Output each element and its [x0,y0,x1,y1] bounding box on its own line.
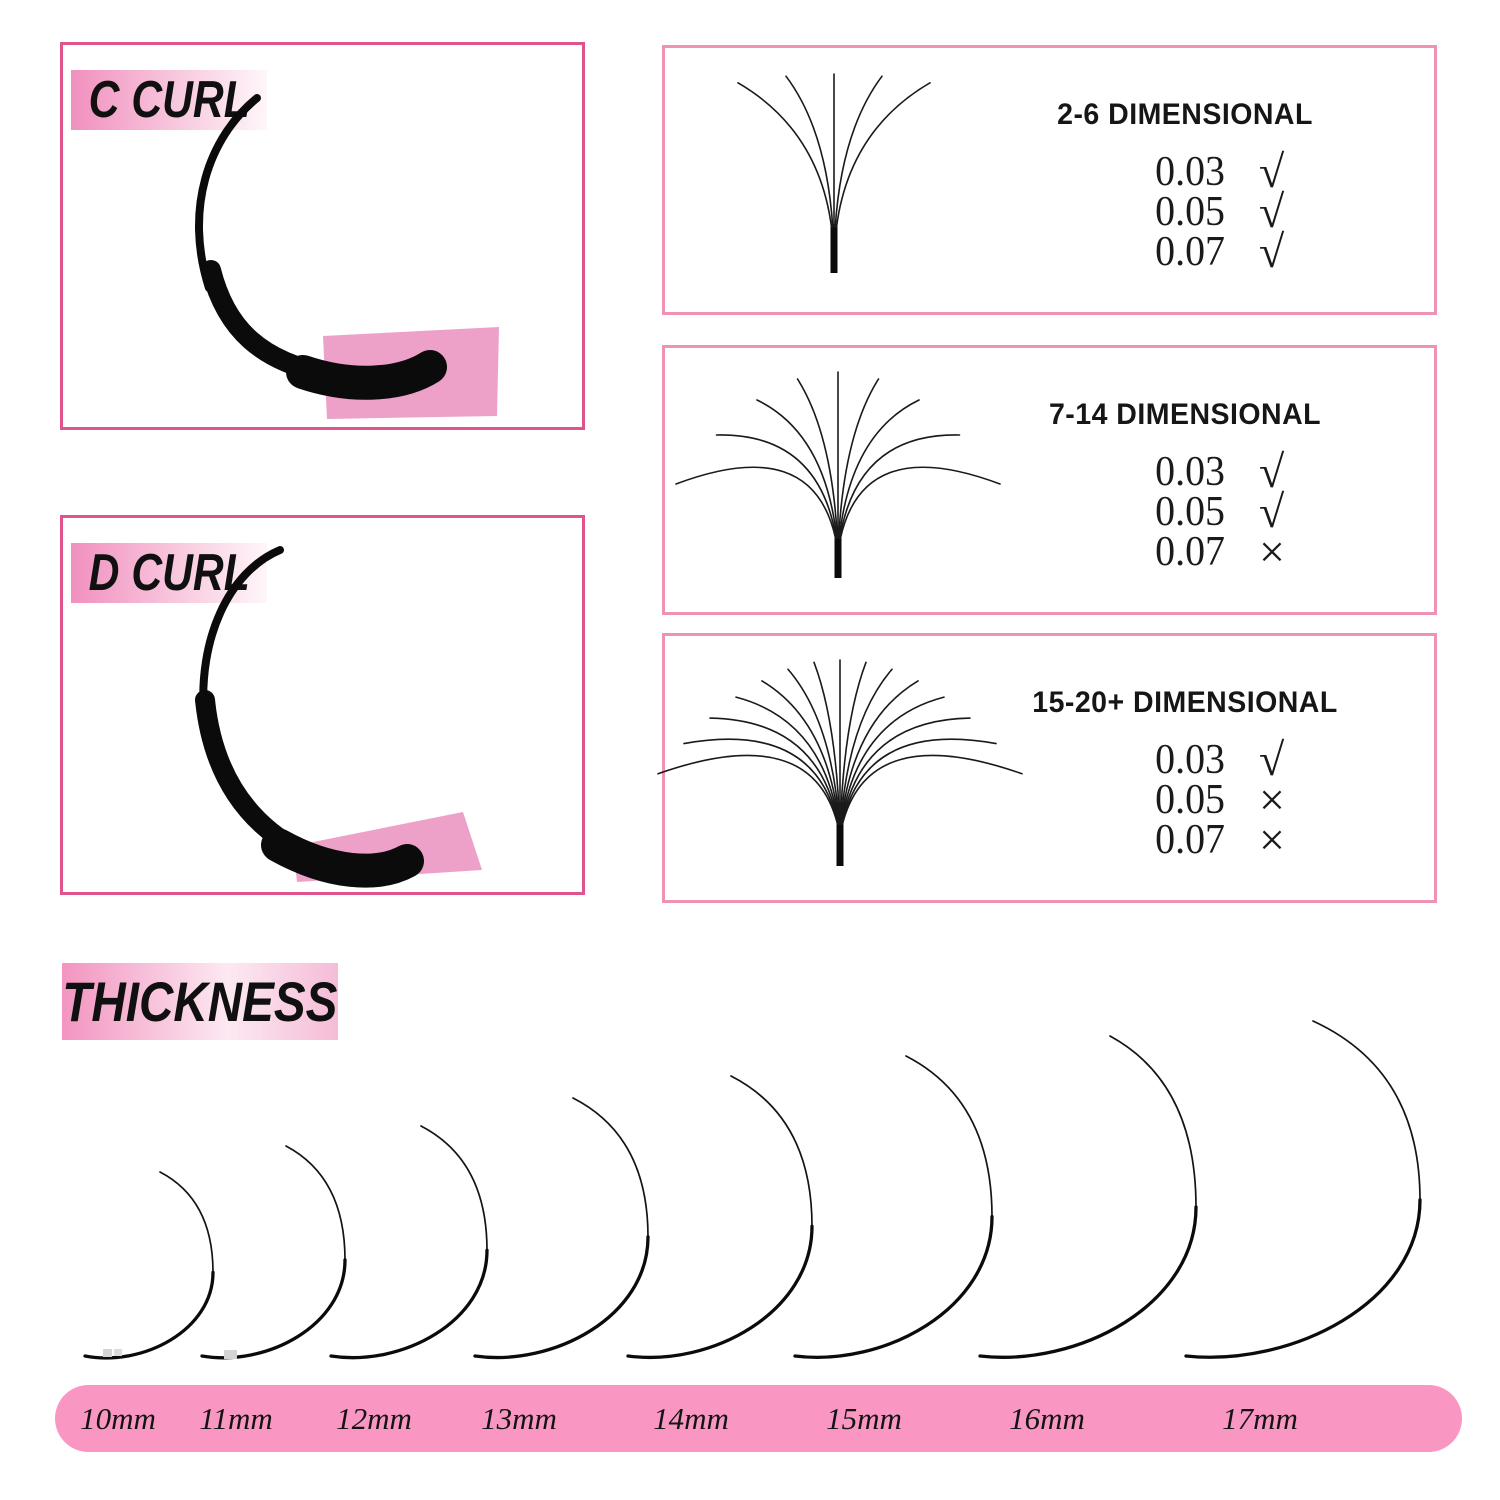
length-label-14mm: 14mm [653,1400,729,1436]
length-label-16mm: 16mm [1009,1400,1085,1436]
check-mark: √ [1259,146,1285,197]
length-label-12mm: 12mm [336,1400,412,1436]
thickness-value: 0.05 [1155,777,1225,823]
dimension-row [1085,774,1349,825]
length-label-10mm: 10mm [80,1400,156,1436]
length-label-13mm: 13mm [481,1400,557,1436]
cross-mark: × [1259,814,1285,865]
thickness-arc-16mm [980,1207,1196,1357]
thickness-value: 0.07 [1155,817,1225,863]
thickness-value: 0.03 [1155,737,1225,783]
dimension-rows [1085,734,1349,865]
thickness-arc-12mm [331,1250,487,1357]
d-curl-label [71,543,267,603]
dimension-rows [1085,446,1349,577]
check-mark: √ [1259,186,1285,237]
c-curl-label [71,70,267,130]
dimension-row [1085,226,1349,277]
thickness-arc-10mm [160,1172,213,1272]
thickness-arc-11mm [286,1146,345,1260]
check-mark: √ [1259,734,1285,785]
dimension-row [1085,186,1349,237]
dimension-row [1085,814,1349,865]
thickness-arc-17mm [1186,1200,1420,1357]
dimension-title: 15-20+ DIMENSIONAL [1032,686,1338,719]
check-mark: √ [1259,226,1285,277]
thickness-arc-14mm [731,1076,812,1226]
thickness-arc-13mm [573,1098,648,1237]
adhesive-speck [224,1350,237,1359]
cross-mark: × [1259,526,1285,577]
check-mark: √ [1259,446,1285,497]
cross-mark: × [1259,774,1285,825]
thickness-value: 0.05 [1155,489,1225,535]
thickness-arc-14mm [628,1226,812,1357]
thickness-arc-15mm [795,1217,992,1358]
dimension-row [1085,734,1349,785]
thickness-arc-11mm [202,1260,345,1358]
d-curl-label-text: D CURL [88,544,250,602]
dimension-card-15-20 [662,633,1437,903]
dimension-row [1085,526,1349,577]
thickness-value: 0.05 [1155,189,1225,235]
thickness-value: 0.03 [1155,449,1225,495]
thickness-arc-15mm [906,1056,992,1217]
d-curl-card [60,515,585,895]
length-label-11mm: 11mm [199,1400,273,1436]
c-curl-card [60,42,585,430]
dimension-row [1085,486,1349,537]
thickness-arc-16mm [1110,1036,1196,1207]
dimension-title: 2-6 DIMENSIONAL [1057,98,1313,131]
dimension-row [1085,146,1349,197]
dimension-title: 7-14 DIMENSIONAL [1048,398,1322,431]
thickness-heading [62,963,338,1040]
dimension-card-2-6 [662,45,1437,315]
c-curl-label-text: C CURL [88,71,250,129]
dimension-row [1085,446,1349,497]
dimension-card-7-14 [662,345,1437,615]
length-label-17mm: 17mm [1222,1400,1298,1436]
thickness-value: 0.07 [1155,529,1225,575]
adhesive-speck [114,1349,122,1356]
thickness-arc-10mm [85,1272,213,1358]
dimension-rows [1085,146,1349,277]
thickness-value: 0.07 [1155,229,1225,275]
length-bar [55,1385,1462,1452]
adhesive-speck [103,1349,112,1357]
length-label-15mm: 15mm [826,1400,902,1436]
check-mark: √ [1259,486,1285,537]
thickness-arc-12mm [421,1126,487,1250]
thickness-value: 0.03 [1155,149,1225,195]
thickness-arc-17mm [1313,1021,1420,1200]
thickness-arc-13mm [475,1237,648,1358]
thickness-heading-text: THICKNESS [62,970,338,1033]
